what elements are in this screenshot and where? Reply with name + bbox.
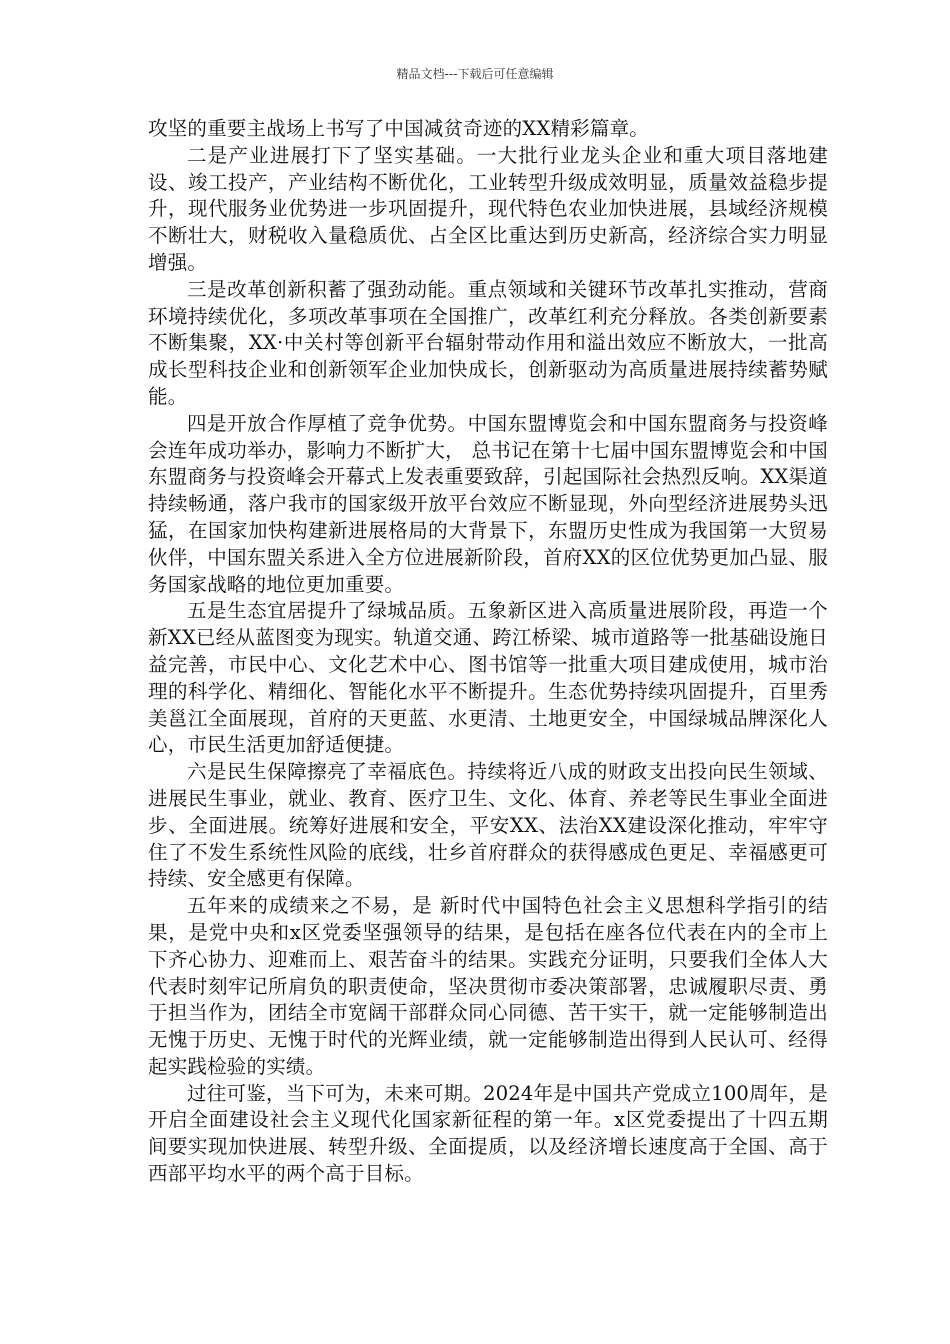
paragraph-outlook: 过往可鉴，当下可为，未来可期。2024年是中国共产党成立100周年，是开启全面建设社会主义现代化国家新征程的第一年。x区党委提出了十四五期间要实现加快进展、转型升级、全面提质，以及经济增长速度高于全国、高于西部平均水平的两个高于目标。 bbox=[148, 1081, 828, 1186]
document-body bbox=[148, 116, 828, 1188]
paragraph-reform: 三是改革创新积蓄了强劲动能。重点领域和关键环节改革扎实推动，营商环境持续优化，多项改革事项在全国推广，改革红利充分释放。各类创新要素不断集聚，XX·中关村等创新平台辐射带动作用和溢出效应不断放大，一批高成长型科技企业和创新领军企业加快成长，创新驱动为高质量进展持续蓄势赋能。 bbox=[148, 277, 828, 408]
paragraph-continuation: 攻坚的重要主战场上书写了中国减贫奇迹的XX精彩篇章。 bbox=[148, 117, 649, 140]
paragraph-achievements: 五年来的成绩来之不易，是 新时代中国特色社会主义思想科学指引的结果，是党中央和x区党委坚强领导的结果，是包括在座各位代表在内的全市上下齐心协力、迎难而上、艰苦奋斗的结果。实践充分证明，只要我们全体人大代表时刻牢记所肩负的职责使命，坚决贯彻市委决策部署，忠诚履职尽责、勇于担当作为，团结全市宽阔干部群众同心同德、苦干实干，就一定能够制造出无愧于历史、无愧于时代的光辉业绩，就一定能够制造出得到人民认可、经得起实践检验的实绩。 bbox=[148, 894, 828, 1078]
paragraph-industry: 二是产业进展打下了坚实基础。一大批行业龙头企业和重大项目落地建设、竣工投产，产业结构不断优化，工业转型升级成效明显，质量效益稳步提升，现代服务业优势进一步巩固提升，现代特色农业加快进展，县域经济规模不断壮大，财税收入量稳质优、占全区比重达到历史新高，经济综合实力明显增强。 bbox=[148, 143, 828, 274]
paragraph-ecology: 五是生态宜居提升了绿城品质。五象新区进入高质量进展阶段，再造一个新XX已经从蓝图变为现实。轨道交通、跨江桥梁、城市道路等一批基础设施日益完善，市民中心、文化艺术中心、图书馆等一批重大项目建成使用，城市治理的科学化、精细化、智能化水平不断提升。生态优势持续巩固提升，百里秀美邕江全面展现，首府的天更蓝、水更清、土地更安全，中国绿城品牌深化人心，市民生活更加舒适便捷。 bbox=[148, 599, 828, 757]
paragraph-livelihood: 六是民生保障擦亮了幸福底色。持续将近八成的财政支出投向民生领域、进展民生事业，就业、教育、医疗卫生、文化、体育、养老等民生事业全面进步、全面进展。统筹好进展和安全，平安XX、法治XX建设深化推动，牢牢守住了不发生系统性风险的底线，壮乡首府群众的获得感成色更足、幸福感更可持续、安全感更有保障。 bbox=[148, 760, 828, 891]
page-header: 精品文档---下载后可任意编辑 bbox=[396, 67, 554, 81]
paragraph-opening: 四是开放合作厚植了竞争优势。中国东盟博览会和中国东盟商务与投资峰会连年成功举办，影响力不断扩大， 总书记在第十七届中国东盟博览会和中国东盟商务与投资峰会开幕式上发表重要致辞，引起国际社会热烈反响。XX渠道持续畅通，落户我市的国家级开放平台效应不断显现，外向型经济进展势头迅猛，在国家加快构建新进展格局的大背景下，东盟历史性成为我国第一大贸易伙伴，中国东盟关系进入全方位进展新阶段，首府XX的区位优势更加凸显、服务国家战略的地位更加重要。 bbox=[148, 411, 828, 596]
